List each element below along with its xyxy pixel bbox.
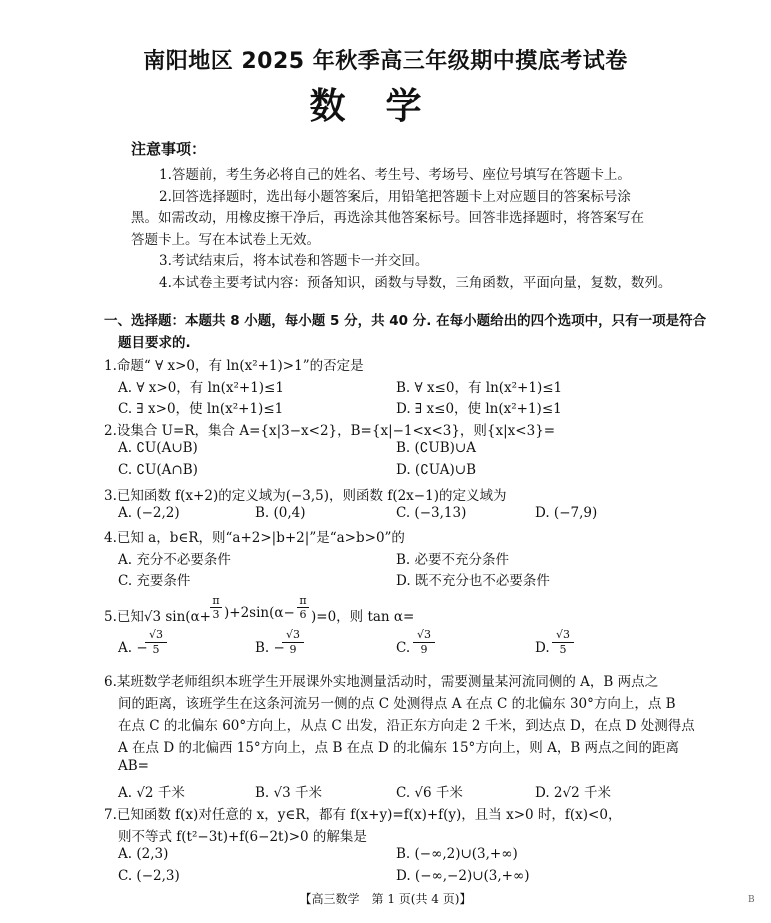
option-a: A. ∁U(A∪B) xyxy=(118,440,198,456)
fraction-denominator: 6 xyxy=(297,607,309,621)
option-c: C. ∃ x>0，使 ln(x²+1)≤1 xyxy=(118,401,284,417)
fraction-numerator: π xyxy=(212,594,220,607)
fraction-numerator: √3 xyxy=(416,628,431,641)
question-stem: 4.已知 a，b∈R，则“a+2>|b+2|”是“a>b>0”的 xyxy=(104,530,405,546)
question-stem: 1.命题“ ∀ x>0，有 ln(x²+1)>1”的否定是 xyxy=(104,358,364,374)
fraction xyxy=(210,594,222,621)
option-d: D. xyxy=(535,640,550,656)
option-b: B. √3 千米 xyxy=(255,785,322,801)
option-b-fraction xyxy=(282,628,304,657)
option-b: B. (−∞,2)∪(3,+∞) xyxy=(396,846,518,862)
option-a: A. 充分不必要条件 xyxy=(118,552,231,568)
notice-heading: 注意事项： xyxy=(131,140,207,158)
option-a: A. − xyxy=(118,640,148,656)
option-c: C. (−3,13) xyxy=(396,505,467,521)
option-a-fraction xyxy=(145,628,167,657)
option-a: A. ∀ x>0，有 ln(x²+1)≤1 xyxy=(118,380,284,396)
option-c-fraction xyxy=(413,628,435,657)
option-c: C. xyxy=(396,640,411,656)
exam-title: 南阳地区 2025 年秋季高三年级期中摸底考试卷 xyxy=(143,49,628,74)
option-b: B. (∁UB)∪A xyxy=(396,440,476,456)
option-b: B. ∀ x≤0，有 ln(x²+1)≤1 xyxy=(396,380,563,396)
fraction-denominator: 5 xyxy=(145,642,167,657)
option-a: A. (2,3) xyxy=(118,846,169,862)
question-stem-prefix: 5.已知√3 sin(α+ xyxy=(104,609,211,625)
fraction-denominator: 5 xyxy=(552,642,574,657)
option-b: B. (0,4) xyxy=(255,505,306,521)
page-footer: 【高三数学 第 1 页(共 4 页)】 xyxy=(299,892,472,906)
notice-line: 3.考试结束后，将本试卷和答题卡一并交回。 xyxy=(159,253,429,269)
question-stem-suffix: )=0，则 tan α= xyxy=(311,609,415,625)
question-stem: 3.已知函数 f(x+2)的定义域为(−3,5)，则函数 f(2x−1)的定义域为 xyxy=(104,488,507,504)
option-d: D. (−∞,−2)∪(3,+∞) xyxy=(396,868,530,884)
question-stem: AB= xyxy=(118,758,149,774)
notice-line: 4.本试卷主要考试内容：预备知识，函数与导数，三角函数，平面向量，复数，数列。 xyxy=(159,275,672,291)
option-d: D. (−7,9) xyxy=(535,505,598,521)
section-heading: 一、选择题：本题共 8 小题，每小题 5 分，共 40 分. 在每小题给出的四个选项中，只有一项是符合 xyxy=(104,313,707,329)
fraction xyxy=(297,594,309,621)
question-stem: 2.设集合 U=R，集合 A={x|3−x<2}，B={x|−1<x<3}，则{x|x<3}= xyxy=(104,423,556,439)
fraction-numerator: √3 xyxy=(148,628,163,641)
option-d: D. (∁UA)∪B xyxy=(396,462,476,478)
fraction-denominator: 3 xyxy=(210,607,222,621)
fraction-numerator: π xyxy=(299,594,307,607)
option-d: D. ∃ x≤0，使 ln(x²+1)≤1 xyxy=(396,401,562,417)
fraction-denominator: 9 xyxy=(282,642,304,657)
option-d-fraction xyxy=(552,628,574,657)
question-stem: 7.已知函数 f(x)对任意的 x，y∈R，都有 f(x+y)=f(x)+f(y)，且当 x>0 时，f(x)<0， xyxy=(104,807,622,823)
option-a: A. (−2,2) xyxy=(118,505,180,521)
page-mark: B xyxy=(748,895,755,905)
option-a: A. √2 千米 xyxy=(118,785,185,801)
option-c: C. √6 千米 xyxy=(396,785,463,801)
subject-text: 数学 xyxy=(309,86,462,127)
question-stem: 则不等式 f(t²−3t)+f(6−2t)>0 的解集是 xyxy=(118,829,367,845)
question-stem: 间的距离，该班学生在这条河流另一侧的点 C 处测得点 A 在点 C 的北偏东 30°方向上，点 B xyxy=(118,696,676,712)
fraction-denominator: 9 xyxy=(413,642,435,657)
option-d: D. 2√2 千米 xyxy=(535,785,611,801)
notice-line: 黑。如需改动，用橡皮擦干净后，再选涂其他答案标号。回答非选择题时，将答案写在 xyxy=(131,210,644,226)
option-d: D. 既不充分也不必要条件 xyxy=(396,573,550,589)
option-c: C. 充要条件 xyxy=(118,573,191,589)
option-c: C. ∁U(A∩B) xyxy=(118,462,198,478)
question-stem: 6.某班数学老师组织本班学生开展课外实地测量活动时，需要测量某河流同侧的 A，B 两点之 xyxy=(104,674,659,690)
question-stem: 在点 C 的北偏东 60°方向上，从点 C 出发，沿正东方向走 2 千米，到达点 D，在点 D 处测得点 xyxy=(118,718,695,734)
fraction-numerator: √3 xyxy=(555,628,570,641)
question-stem-mid: )+2sin(α− xyxy=(224,605,295,621)
notice-line: 答题卡上。写在本试卷上无效。 xyxy=(131,232,320,248)
notice-line: 2.回答选择题时，选出每小题答案后，用铅笔把答题卡上对应题目的答案标号涂 xyxy=(159,189,631,205)
option-c: C. (−2,3) xyxy=(118,868,180,884)
option-b: B. 必要不充分条件 xyxy=(396,552,510,568)
section-heading-cont: 题目要求的. xyxy=(118,335,191,351)
question-stem: A 在点 D 的北偏西 15°方向上，点 B 在点 D 的北偏东 15°方向上，则 A，B 两点之间的距离 xyxy=(118,740,680,756)
fraction-numerator: √3 xyxy=(285,628,300,641)
notice-line: 1.答题前，考生务必将自己的姓名、考生号、考场号、座位号填写在答题卡上。 xyxy=(159,167,631,183)
option-b: B. − xyxy=(255,640,285,656)
subject-title xyxy=(0,78,771,129)
